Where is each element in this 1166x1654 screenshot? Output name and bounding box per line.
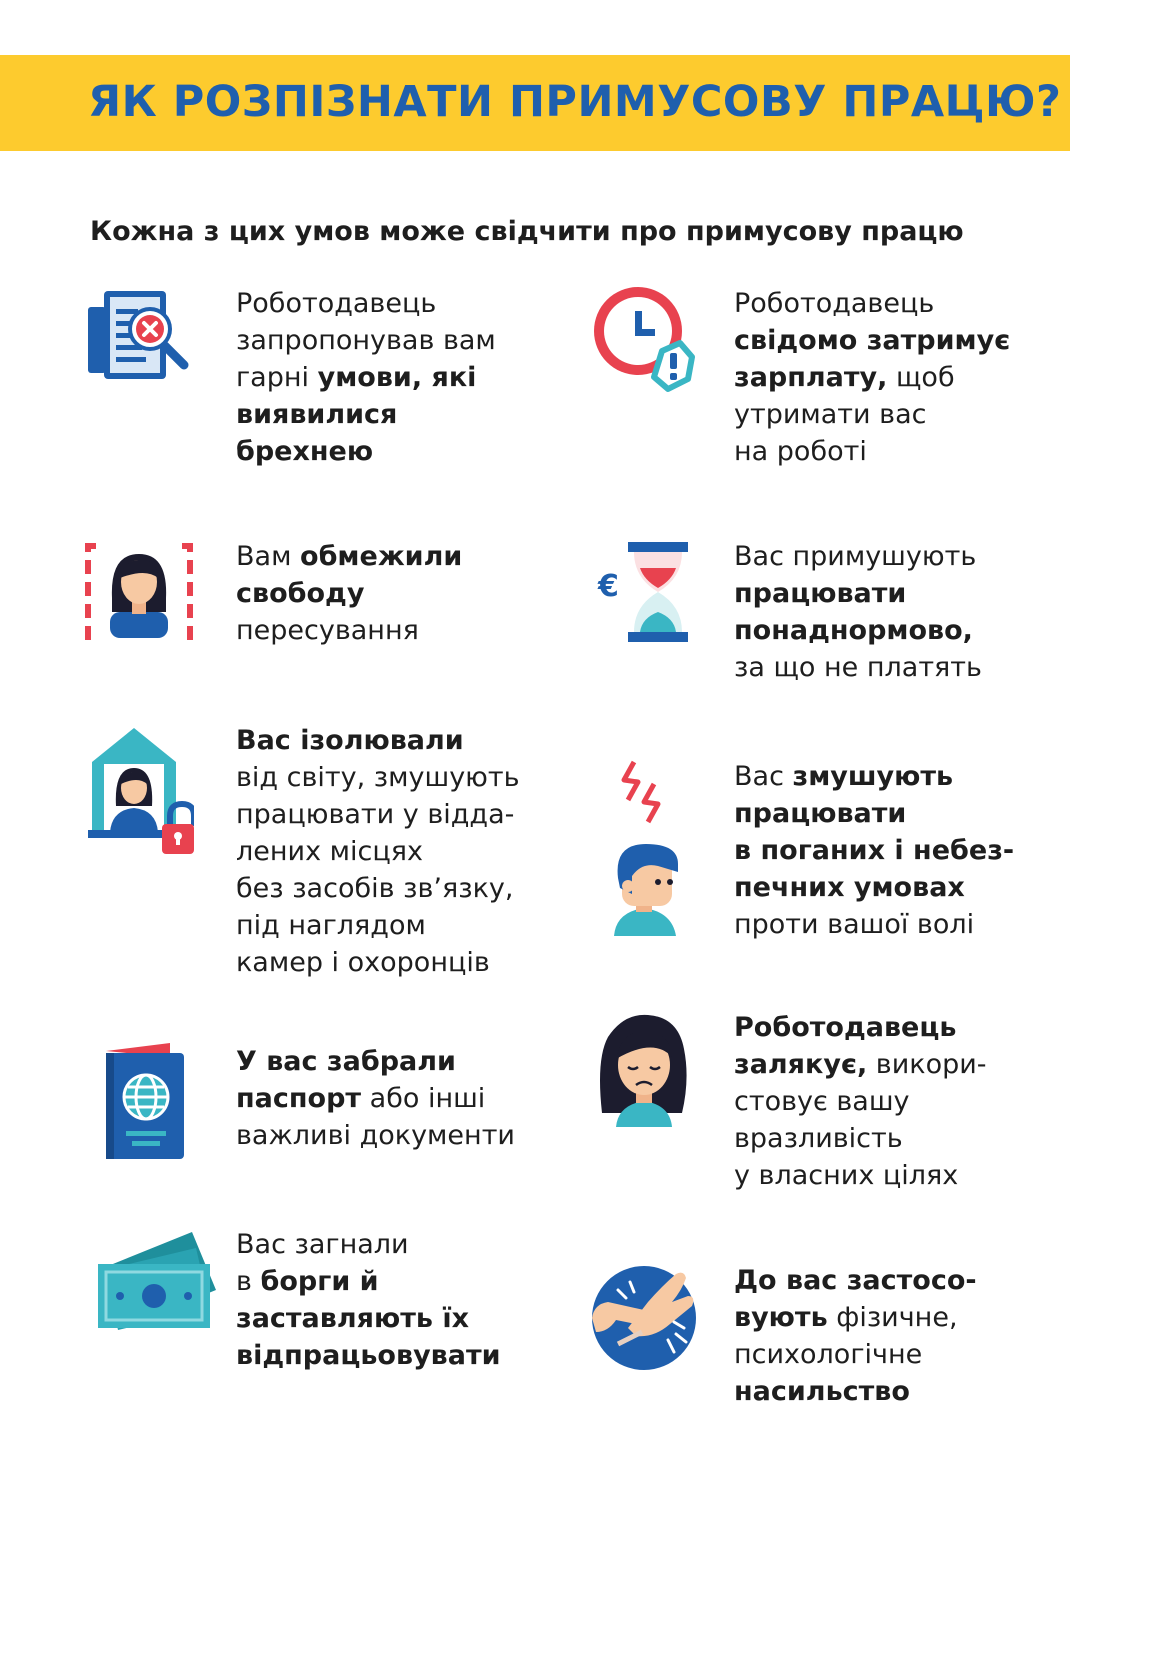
bold-segment: Роботодавець — [734, 1012, 957, 1043]
text-line — [236, 612, 462, 649]
text-line — [734, 906, 1014, 943]
text-line — [734, 832, 1014, 869]
bold-segment: виявилися — [236, 399, 398, 430]
bold-segment: обмежили — [300, 541, 463, 572]
text-line — [236, 359, 496, 396]
text-segment: утримати вас — [734, 399, 927, 430]
text-line — [236, 396, 496, 433]
item-text — [734, 285, 1010, 470]
text-line — [236, 907, 520, 944]
text-line — [734, 359, 1010, 396]
bold-segment: працювати — [734, 798, 907, 829]
item-text — [236, 1226, 501, 1374]
text-segment: щоб — [887, 362, 955, 393]
bold-segment: Вас ізолювали — [236, 725, 464, 756]
page-title: ЯК РОЗПІЗНАТИ ПРИМУСОВУ ПРАЦЮ? — [88, 77, 1062, 127]
text-segment: Вас загнали — [236, 1229, 409, 1260]
text-line — [734, 1009, 987, 1046]
bold-segment: залякує, — [734, 1049, 868, 1080]
svg-text:€: € — [598, 569, 619, 604]
text-segment: Вам — [236, 541, 301, 572]
item-text — [236, 722, 520, 981]
bold-segment: понаднормово, — [734, 615, 973, 646]
text-segment: на роботі — [734, 436, 867, 467]
text-line — [236, 285, 496, 322]
text-line — [236, 870, 520, 907]
item-text — [734, 1009, 987, 1194]
text-line — [734, 1157, 987, 1194]
text-segment: стовує вашу — [734, 1086, 910, 1117]
bold-segment: заставляють їх — [236, 1303, 470, 1334]
text-line — [236, 944, 520, 981]
text-line — [734, 649, 982, 686]
text-line — [236, 1117, 515, 1154]
text-line — [734, 575, 982, 612]
text-segment: без засобів зв’язку, — [236, 873, 514, 904]
text-line — [734, 1299, 977, 1336]
text-segment: викори- — [867, 1049, 987, 1080]
title-banner — [0, 55, 1070, 151]
text-segment: фізичне, — [827, 1302, 958, 1333]
bold-segment: До вас застосо- — [734, 1265, 977, 1296]
text-segment: Вас — [734, 761, 793, 792]
item-text — [734, 1262, 977, 1410]
text-line — [734, 433, 1010, 470]
restricted-person-icon — [84, 538, 194, 648]
text-segment: Роботодавець — [734, 288, 935, 319]
text-line — [236, 1226, 501, 1263]
bold-segment: працювати — [734, 578, 907, 609]
item-text — [734, 538, 982, 686]
text-line — [734, 1336, 977, 1373]
text-line — [734, 758, 1014, 795]
bold-segment: брехнею — [236, 436, 374, 467]
passport-icon — [84, 1043, 194, 1163]
bold-segment: в поганих і небез- — [734, 835, 1015, 866]
text-line — [734, 795, 1014, 832]
text-line — [734, 322, 1010, 359]
text-segment: Роботодавець — [236, 288, 437, 319]
text-line — [236, 759, 520, 796]
text-line — [734, 1373, 977, 1410]
text-segment: або інші — [361, 1083, 486, 1114]
money-debt-icon — [84, 1226, 224, 1336]
bold-segment: свободу — [236, 578, 365, 609]
bold-segment: умови, які — [317, 362, 477, 393]
text-line — [236, 1080, 515, 1117]
item-text — [236, 285, 496, 470]
text-segment: в — [236, 1266, 261, 1297]
bold-segment: борги й — [260, 1266, 379, 1297]
text-line — [236, 796, 520, 833]
text-line — [734, 612, 982, 649]
text-line — [236, 722, 520, 759]
text-line — [734, 285, 1010, 322]
item-text — [734, 758, 1014, 943]
item-text — [236, 1043, 515, 1154]
text-segment: проти вашої волі — [734, 909, 975, 940]
text-segment: за що не платять — [734, 652, 982, 683]
text-segment: важливі документи — [236, 1120, 515, 1151]
text-segment: вразливість — [734, 1123, 903, 1154]
text-segment: від світу, змушують — [236, 762, 520, 793]
document-search-reject-icon — [84, 285, 194, 395]
text-segment: під наглядом — [236, 910, 426, 941]
page-subtitle: Кожна з цих умов може свідчити про примусову працю — [90, 216, 964, 247]
sad-woman-icon — [588, 1009, 698, 1129]
text-line — [236, 322, 496, 359]
text-segment: камер і охоронців — [236, 947, 490, 978]
text-segment: у власних цілях — [734, 1160, 959, 1191]
bold-segment: свідомо затримує — [734, 325, 1011, 356]
text-segment: лених місцях — [236, 836, 423, 867]
bold-segment: У вас забрали — [236, 1046, 456, 1077]
bold-segment: вують — [734, 1302, 828, 1333]
text-line — [236, 1300, 501, 1337]
text-segment: працювати у відда- — [236, 799, 515, 830]
text-line — [236, 433, 496, 470]
text-segment: пересування — [236, 615, 419, 646]
text-segment: запропонував вам — [236, 325, 496, 356]
text-line — [734, 538, 982, 575]
text-line — [734, 1262, 977, 1299]
text-line — [236, 833, 520, 870]
bold-segment: змушують — [792, 761, 954, 792]
bold-segment: насильство — [734, 1376, 910, 1407]
isolated-house-lock-icon — [84, 722, 194, 862]
text-line — [236, 538, 462, 575]
bold-segment: відпрацьовувати — [236, 1340, 501, 1371]
text-line — [236, 1043, 515, 1080]
clock-warning-icon — [588, 285, 698, 395]
stressed-worker-icon — [588, 758, 698, 938]
text-line — [734, 869, 1014, 906]
text-line — [734, 396, 1010, 433]
text-line — [236, 575, 462, 612]
text-segment: психологічне — [734, 1339, 923, 1370]
text-segment: Вас примушують — [734, 541, 977, 572]
bold-segment: паспорт — [236, 1083, 362, 1114]
text-segment: гарні — [236, 362, 318, 393]
text-line — [236, 1263, 501, 1300]
text-line — [236, 1337, 501, 1374]
bold-segment: печних умовах — [734, 872, 965, 903]
item-text — [236, 538, 462, 649]
text-line — [734, 1120, 987, 1157]
hourglass-euro-icon — [588, 538, 698, 648]
bold-segment: зарплату, — [734, 362, 888, 393]
hand-violence-icon — [588, 1262, 698, 1372]
text-line — [734, 1046, 987, 1083]
text-line — [734, 1083, 987, 1120]
